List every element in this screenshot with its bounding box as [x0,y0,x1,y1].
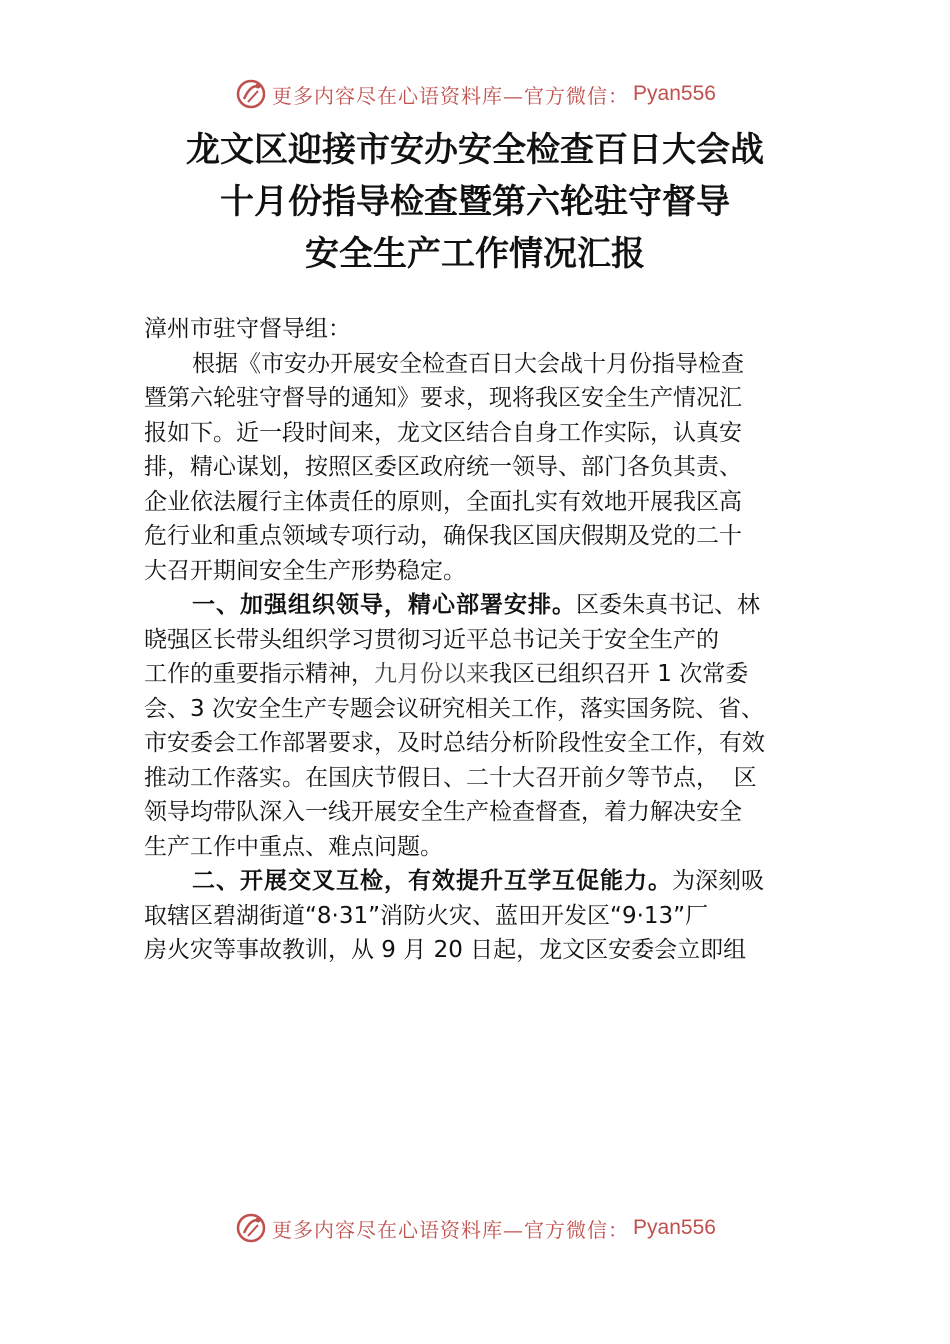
document-title [0,124,950,280]
paragraph-line: 排，精心谋划，按照区委区政府统一领导、部门各负其责、 [144,454,742,480]
paragraph-line: 取辖区碧湖街道“8·31”消防火灾、蓝田开发区“9·13”厂 [144,902,709,929]
title-line-2: 十月份指导检查暨第六轮驻守督导 [220,182,730,222]
paragraph-line: 领导均带队深入一线开展安全生产检查督查，着力解决安全 [144,799,742,825]
paragraph-text: 工作的重要指示精神， [144,661,374,687]
salutation: 漳州市驻守督导组： [144,316,351,342]
paragraph-text: 我区已组织召开 1 次常委 [489,661,749,687]
footer-watermark [0,1208,950,1248]
watermark-wechat-id: Pyan556 [633,82,716,105]
section-heading: 二、开展交叉互检，有效提升互学互促能力。 [192,867,672,894]
title-line-1: 龙文区迎接市安办安全检查百日大会战 [186,130,764,170]
title-line-3: 安全生产工作情况汇报 [305,234,645,274]
paragraph-line [144,588,816,623]
logo-icon [234,1211,268,1245]
document-body [144,312,816,968]
watermark-text: 更多内容尽在心语资料库—官方微信： [272,83,630,108]
paragraph-line: 推动工作落实。在国庆节假日、二十大召开前夕等节点， 区 [144,764,757,791]
paragraph-text: 九月份以来 [374,661,489,687]
paragraph-line: 晓强区长带头组织学习贯彻习近平总书记关于安全生产的 [144,626,719,653]
paragraph-line: 市安委会工作部署要求，及时总结分析阶段性安全工作，有效 [144,730,765,756]
watermark-text: 更多内容尽在心语资料库—官方微信： [272,1217,630,1242]
paragraph-text: 为深刻吸 [672,868,764,894]
paragraph-line: 危行业和重点领域专项行动，确保我区国庆假期及党的二十 [144,523,742,549]
section-heading: 一、加强组织领导，精心部署安排。 [192,591,576,618]
paragraph-line: 暨第六轮驻守督导的通知》要求，现将我区安全生产情况汇 [144,385,742,411]
paragraph-intro [144,347,816,589]
watermark-wechat-id: Pyan556 [633,1216,716,1239]
paragraph-section-2 [144,864,816,968]
paragraph-line: 根据《市安办开展安全检查百日大会战十月份指导检查 [192,350,744,377]
paragraph-text: 区委朱真书记、林 [576,592,760,618]
paragraph-line: 生产工作中重点、难点问题。 [144,833,443,860]
paragraph-line [144,657,816,692]
header-watermark [0,74,950,114]
paragraph-line: 企业依法履行主体责任的原则，全面扎实有效地开展我区高 [144,488,742,515]
paragraph-section-1 [144,588,816,864]
paragraph-line: 报如下。近一段时间来，龙文区结合自身工作实际，认真安 [144,419,742,446]
paragraph-line: 房火灾等事故教训，从 9 月 20 日起，龙文区安委会立即组 [144,937,747,963]
paragraph-line: 会、3 次安全生产专题会议研究相关工作，落实国务院、省、 [144,695,764,722]
paragraph-line: 大召开期间安全生产形势稳定。 [144,557,466,584]
paragraph-line [144,864,816,899]
logo-icon [234,77,268,111]
